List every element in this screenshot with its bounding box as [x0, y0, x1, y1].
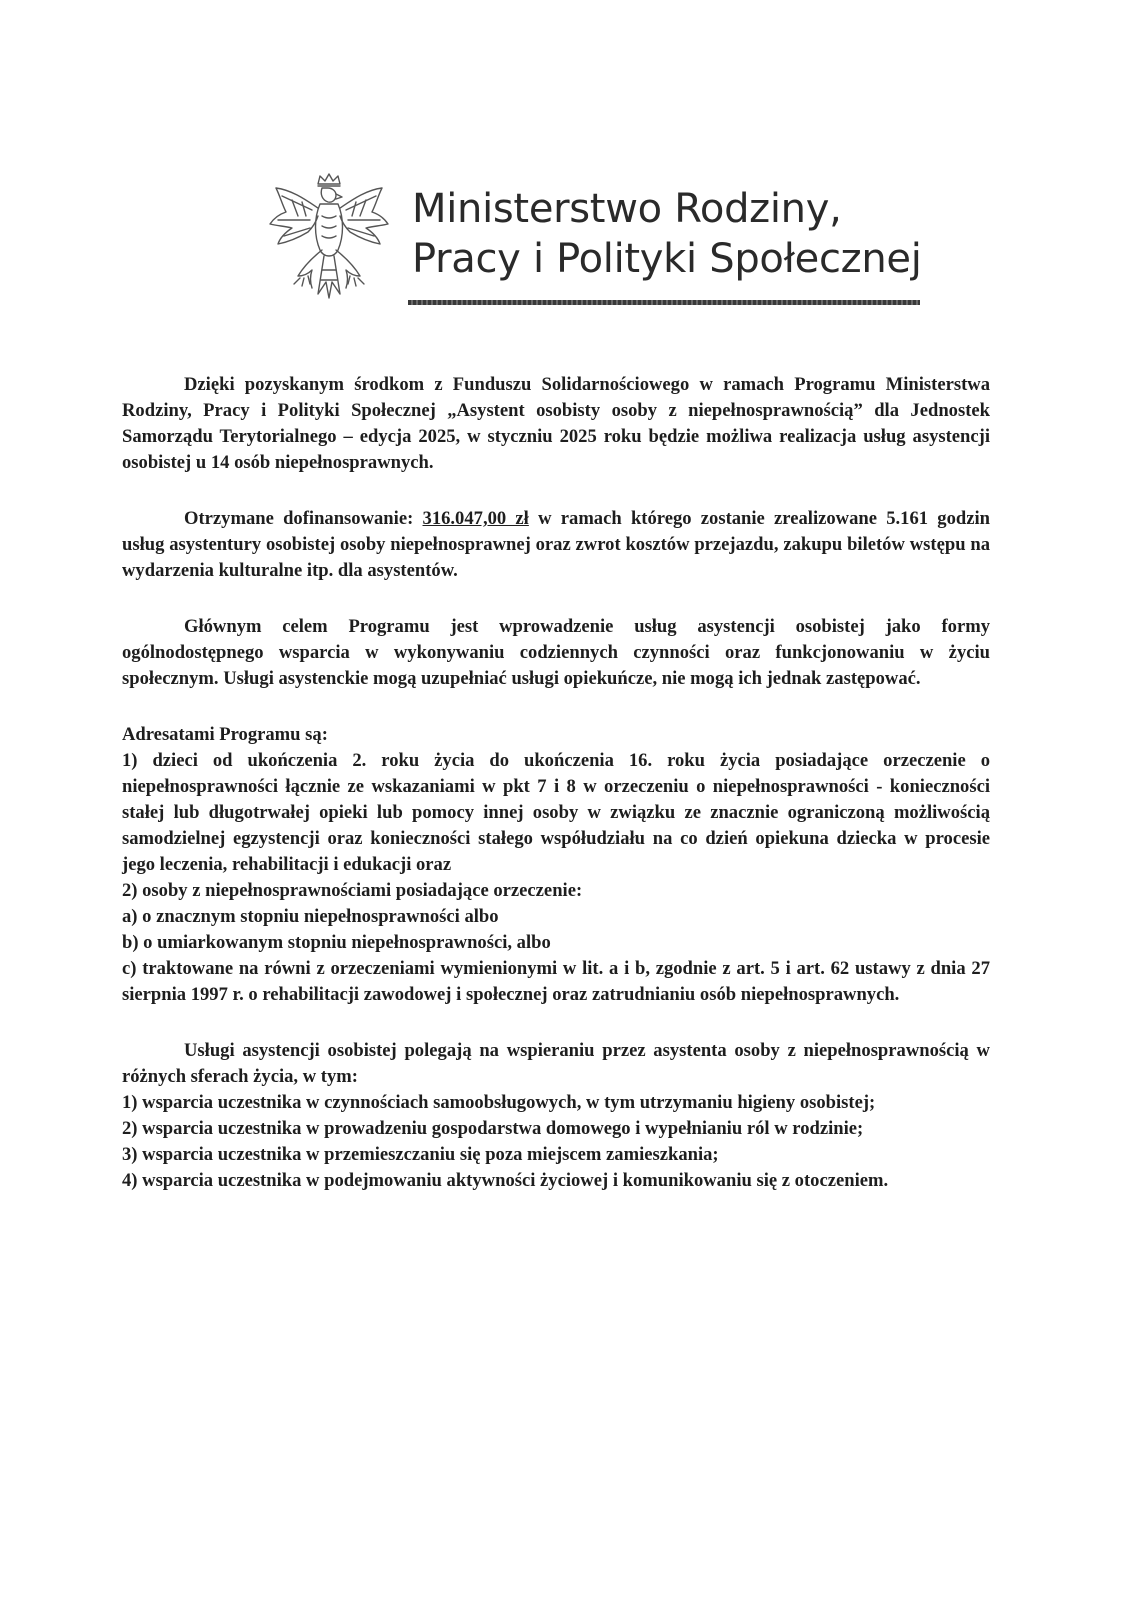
addressees-item-1: 1) dzieci od ukończenia 2. roku życia do ukończenia 16. roku życia posiadające orzeczenie o niepełnosprawności łącznie ze wskazaniami w pkt 7 i 8 w orzeczeniu o niepełnosprawności - konieczności stałej lub długotrwałej opieki lub pomocy innej osoby w związku ze znacznie ograniczoną możliwością samodzielnej egzystencji oraz konieczności stałego współudziału na co dzień opiekuna dziecka w procesie jego leczenia, rehabilitacji i edukacji oraz	[122, 750, 990, 875]
addressees-item-2b: b) o umiarkowanym stopniu niepełnosprawności, albo	[122, 932, 551, 953]
services-item-3: 3) wsparcia uczestnika w przemieszczaniu się poza miejscem zamieszkania;	[122, 1144, 719, 1165]
paragraph-funding-amount	[122, 506, 990, 584]
ministry-name-line1: Ministerstwo Rodziny,	[412, 186, 842, 232]
funding-amount: 316.047,00 zł	[422, 508, 529, 529]
ministry-name-line2: Pracy i Polityki Społecznej	[412, 236, 922, 282]
ministry-name	[412, 184, 922, 284]
services-item-2: 2) wsparcia uczestnika w prowadzeniu gospodarstwa domowego i wypełnianiu ról w rodzinie;	[122, 1118, 864, 1139]
funding-details: w ramach którego zostanie zrealizowane 5.161 godzin usług asystentury osobistej osoby niepełnosprawnej oraz zwrot kosztów przejazdu, zakupu biletów wstępu na wydarzenia kulturalne itp. dla asystentów.	[122, 508, 990, 581]
document-body	[122, 372, 990, 1194]
addressees-item-2a: a) o znacznym stopniu niepełnosprawności albo	[122, 906, 499, 927]
services-section	[122, 1038, 990, 1194]
header-divider	[408, 300, 920, 305]
addressees-section	[122, 722, 990, 1008]
paragraph-program-goal: Głównym celem Programu jest wprowadzenie usług asystencji osobistej jako formy ogólnodostępnego wsparcia w wykonywaniu codziennych czynności oraz funkcjonowaniu w życiu społecznym. Usługi asystenckie mogą uzupełniać usługi opiekuńcze, nie mogą ich jednak zastępować.	[122, 616, 990, 689]
polish-eagle-icon	[262, 170, 397, 305]
addressees-heading: Adresatami Programu są:	[122, 724, 328, 745]
paragraph-funding-source: Dzięki pozyskanym środkom z Funduszu Solidarnościowego w ramach Programu Ministerstwa Rodziny, Pracy i Polityki Społecznej „Asystent osobisty osoby z niepełnosprawnością” dla Jednostek Samorządu Terytorialnego – edycja 2025, w styczniu 2025 roku będzie możliwa realizacja usług asystencji osobistej u 14 osób niepełnosprawnych.	[122, 374, 990, 473]
letterhead	[262, 170, 922, 305]
addressees-item-2c: c) traktowane na równi z orzeczeniami wymienionymi w lit. a i b, zgodnie z art. 5 i art. 62 ustawy z dnia 27 sierpnia 1997 r. o rehabilitacji zawodowej i społecznej oraz zatrudnianiu osób niepełnosprawnych.	[122, 958, 990, 1005]
addressees-item-2: 2) osoby z niepełnosprawnościami posiadające orzeczenie:	[122, 880, 583, 901]
services-intro: Usługi asystencji osobistej polegają na wspieraniu przez asystenta osoby z niepełnosprawnością w różnych sferach życia, w tym:	[122, 1040, 990, 1087]
services-item-1: 1) wsparcia uczestnika w czynnościach samoobsługowych, w tym utrzymaniu higieny osobistej;	[122, 1092, 876, 1113]
services-item-4: 4) wsparcia uczestnika w podejmowaniu aktywności życiowej i komunikowaniu się z otoczeniem.	[122, 1170, 889, 1191]
funding-label: Otrzymane dofinansowanie:	[184, 508, 423, 529]
